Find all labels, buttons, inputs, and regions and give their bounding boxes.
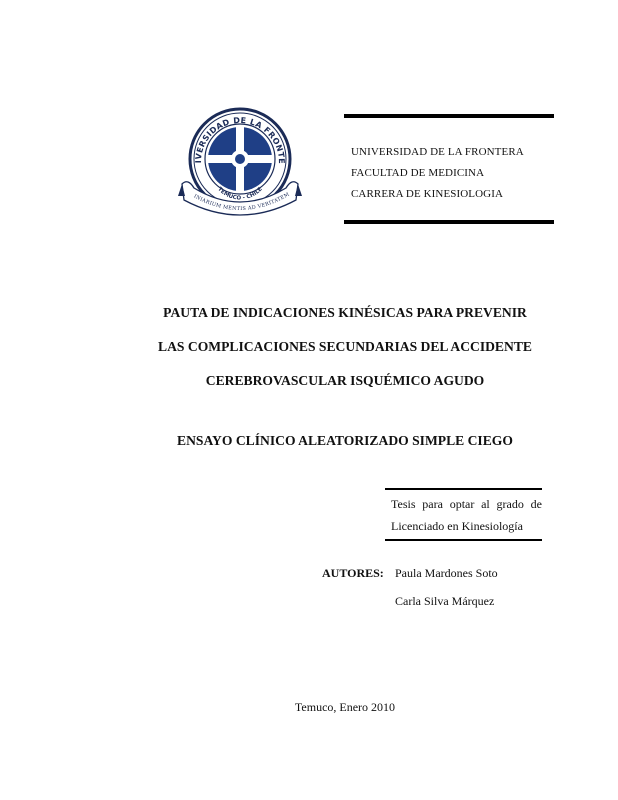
purpose-word: al: [481, 497, 490, 511]
institution-header: [344, 114, 554, 224]
thesis-title: [0, 296, 618, 398]
university-name: UNIVERSIDAD DE LA FRONTERA: [351, 146, 524, 158]
thesis-purpose: [385, 488, 542, 541]
seal-top-text: IVERSIDAD DE LA FRONTE: [193, 115, 287, 165]
title-line-3: CEREBROVASCULAR ISQUÉMICO AGUDO: [205, 373, 485, 388]
purpose-line-2: Licenciado en Kinesiología: [391, 519, 523, 533]
purpose-bottom-rule: [385, 539, 542, 541]
purpose-word: para: [422, 497, 443, 511]
author-name: Carla Silva Márquez: [395, 594, 495, 608]
purpose-word: grado: [496, 497, 524, 511]
bottom-rule: [344, 220, 554, 224]
thesis-subtitle: ENSAYO CLÍNICO ALEATORIZADO SIMPLE CIEGO: [177, 433, 513, 448]
purpose-word: de: [530, 497, 542, 511]
place-date: Temuco, Enero 2010: [294, 700, 396, 714]
title-line-2: LAS COMPLICACIONES SECUNDARIAS DEL ACCIDENTE: [158, 339, 532, 354]
purpose-word: Tesis: [391, 497, 416, 511]
seal-city-text: TEMUCO - CHILE: [216, 186, 264, 202]
seal-ribbon-text: INIARIUM MENTIS AD VERITATEM: [192, 191, 291, 213]
program-name: CARRERA DE KINESIOLOGIA: [351, 188, 504, 200]
purpose-line-1: [391, 493, 542, 515]
authors-label: AUTORES:: [322, 566, 384, 580]
faculty-name: FACULTAD DE MEDICINA: [351, 167, 485, 179]
author-name: Paula Mardones Soto: [395, 566, 498, 580]
purpose-word: optar: [449, 497, 475, 511]
university-seal-logo: [176, 104, 304, 234]
title-line-1: PAUTA DE INDICACIONES KINÉSICAS PARA PREVENIR: [163, 305, 527, 320]
